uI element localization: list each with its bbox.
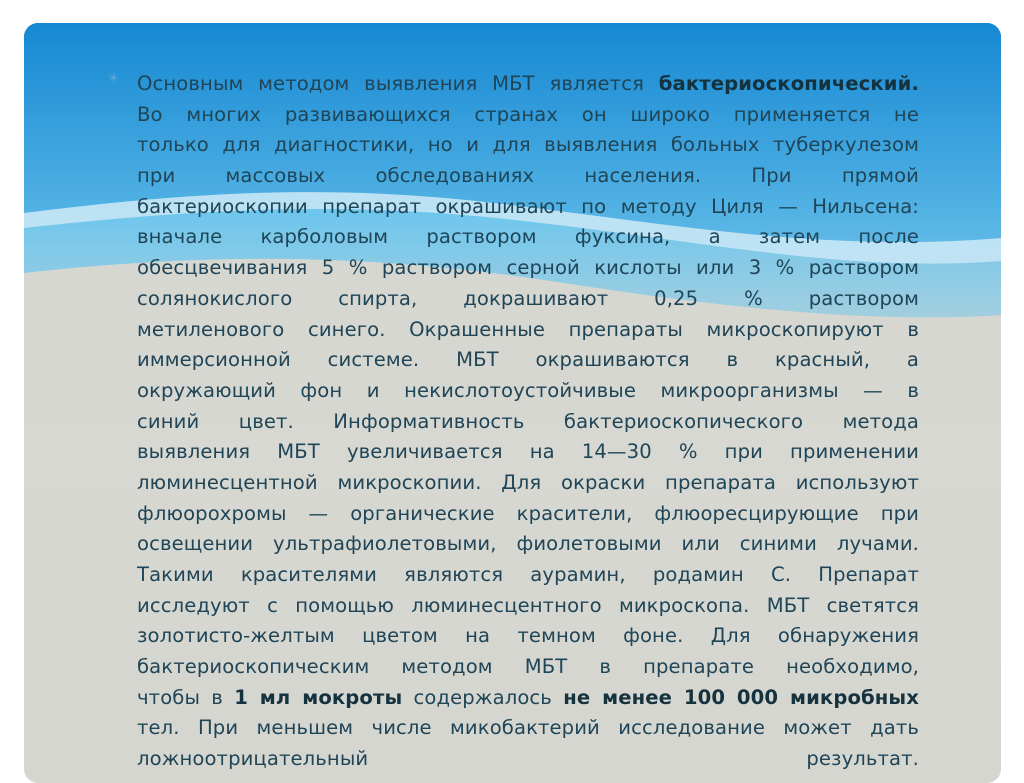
text-line xyxy=(137,683,919,714)
text-fragment: при массовых обследованиях населения. При прямой xyxy=(137,164,919,188)
text-line xyxy=(137,345,919,376)
text-line xyxy=(137,284,919,315)
text-fragment: бактериоскопическим методом МБТ в препарате необходимо, xyxy=(137,655,919,679)
text-fragment: бактериоскопии препарат окрашивают по методу Циля — Нильсена: xyxy=(137,194,919,218)
text-line xyxy=(137,130,919,161)
text-fragment: флюорохромы — органические красители, флюоресцирующие при xyxy=(137,501,919,525)
text-fragment: синий цвет. Информативность бактериоскопического метода xyxy=(137,409,919,433)
text-line xyxy=(137,100,919,131)
text-line xyxy=(137,713,919,744)
text-fragment: вначале карболовым раствором фуксина, а затем после xyxy=(137,225,919,249)
text-line xyxy=(137,591,919,622)
text-fragment: исследуют с помощью люминесцентного микроскопа. МБТ светятся xyxy=(137,593,919,617)
text-line xyxy=(137,652,919,683)
slide-body-text xyxy=(137,69,919,775)
text-fragment: тел. При меньшем числе микобактерий исследование может дать xyxy=(137,716,919,740)
text-fragment: метиленового синего. Окрашенные препараты микроскопируют в xyxy=(137,317,919,341)
text-line xyxy=(137,529,919,560)
text-fragment: люминесцентной микроскопии. Для окраски препарата используют xyxy=(137,470,919,494)
text-fragment: Основным методом выявления МБТ является xyxy=(137,72,659,95)
slide-background xyxy=(24,23,1001,783)
text-fragment: обесцвечивания 5 % раствором серной кислоты или 3 % раствором xyxy=(137,256,919,280)
bold-text-fragment: 1 мл мокроты xyxy=(234,685,403,709)
text-line xyxy=(137,69,919,100)
text-fragment: только для диагностики, но и для выявления больных туберкулезом xyxy=(137,133,919,157)
text-fragment: Во многих развивающихся странах он широко применяется не xyxy=(137,102,919,126)
text-line xyxy=(137,161,919,192)
text-line xyxy=(137,468,919,499)
text-line xyxy=(137,192,919,223)
text-line xyxy=(137,560,919,591)
bullet-icon: ✳ xyxy=(108,71,119,86)
text-line xyxy=(137,253,919,284)
text-fragment: содержалось xyxy=(402,685,564,709)
text-line xyxy=(137,407,919,438)
text-fragment: ложноотрицательный результат. xyxy=(137,747,919,771)
text-fragment: чтобы в xyxy=(137,685,235,709)
text-line xyxy=(137,621,919,652)
text-fragment: выявления МБТ увеличивается на 14—30 % при применении xyxy=(137,440,919,464)
text-line xyxy=(137,315,919,346)
text-line xyxy=(137,437,919,468)
bold-text-fragment: бактериоскопический. xyxy=(658,72,919,95)
text-fragment: окружающий фон и некислотоустойчивые микроорганизмы — в xyxy=(137,378,919,402)
text-line xyxy=(137,222,919,253)
text-line xyxy=(137,499,919,530)
text-line xyxy=(137,744,919,775)
text-line xyxy=(137,376,919,407)
text-fragment: солянокислого спирта, докрашивают 0,25 % раствором xyxy=(137,286,919,310)
bold-text-fragment: не менее 100 000 микробных xyxy=(563,685,919,709)
text-fragment: иммерсионной системе. МБТ окрашиваются в красный, а xyxy=(137,348,919,372)
text-fragment: золотисто-желтым цветом на темном фоне. Для обнаружения xyxy=(137,624,919,648)
text-fragment: Такими красителями являются аурамин, родамин С. Препарат xyxy=(137,563,919,586)
text-fragment: освещении ультрафиолетовыми, фиолетовыми или синими лучами. xyxy=(137,532,919,556)
